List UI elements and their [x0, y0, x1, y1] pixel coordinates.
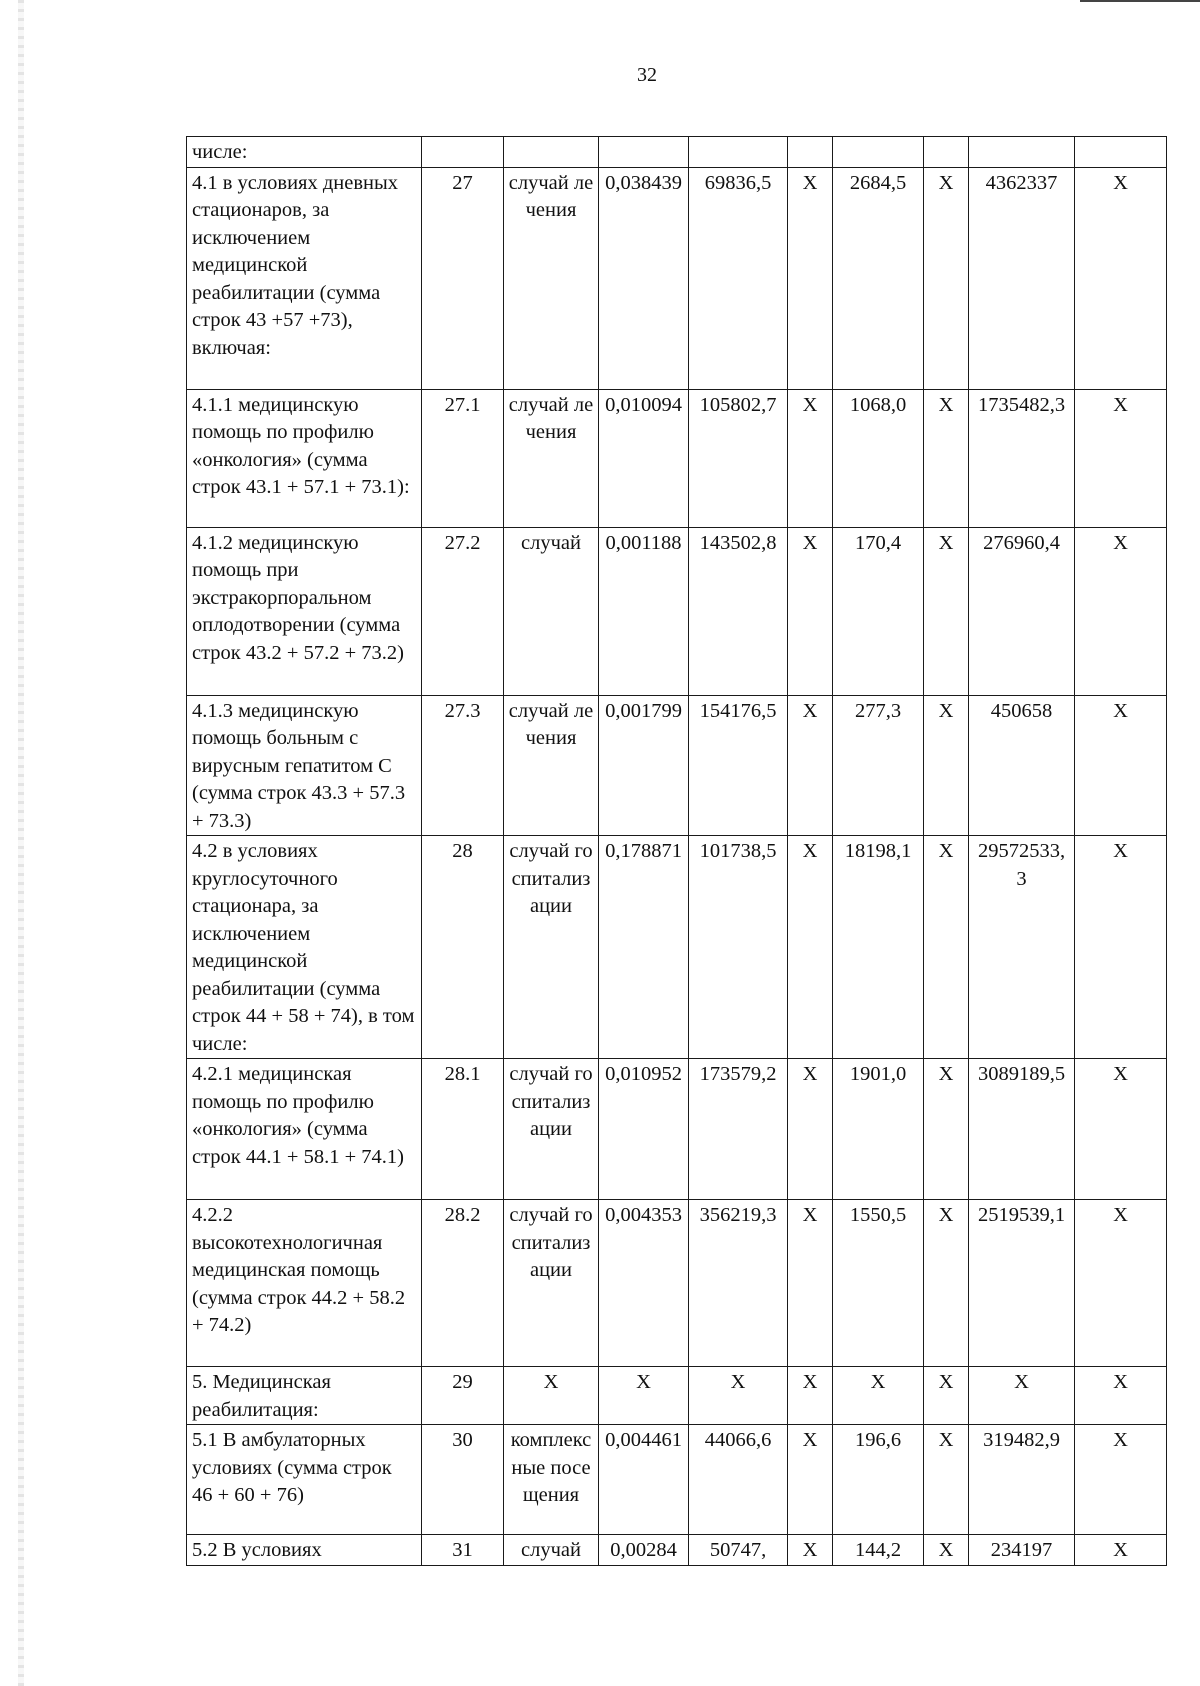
row-col10-cell: X — [1075, 1059, 1167, 1200]
row-col6-cell: X — [788, 695, 833, 836]
table-row — [187, 389, 1167, 527]
table-row — [187, 695, 1167, 836]
row-code-cell: 27.3 — [422, 695, 504, 836]
table-row — [187, 836, 1167, 1059]
row-unit-cell — [504, 137, 599, 168]
row-norm-cell: 0,038439 — [599, 167, 689, 389]
row-code-cell: 30 — [422, 1425, 504, 1535]
row-cost-cell: 143502,8 — [689, 527, 788, 695]
row-col9-cell: 276960,4 — [969, 527, 1075, 695]
row-col6-cell: X — [788, 1367, 833, 1425]
row-col7-cell: 2684,5 — [833, 167, 924, 389]
row-norm-cell: 0,001188 — [599, 527, 689, 695]
row-name-cell: 4.2.2 высокотехнологичная медицинская помощь (сумма строк 44.2 + 58.2 + 74.2) — [187, 1200, 422, 1367]
row-cost-cell: X — [689, 1367, 788, 1425]
row-norm-cell: 0,004353 — [599, 1200, 689, 1367]
row-unit-cell: случай лечения — [504, 695, 599, 836]
row-col10-cell — [1075, 137, 1167, 168]
row-cost-cell: 356219,3 — [689, 1200, 788, 1367]
table-row — [187, 527, 1167, 695]
row-col10-cell: X — [1075, 695, 1167, 836]
row-col8-cell: X — [924, 1059, 969, 1200]
row-name-cell: 4.1.1 медицинскую помощь по профилю «онкология» (сумма строк 43.1 + 57.1 + 73.1): — [187, 389, 422, 527]
row-norm-cell: 0,010952 — [599, 1059, 689, 1200]
row-col6-cell: X — [788, 1200, 833, 1367]
row-col8-cell — [924, 137, 969, 168]
row-col9-cell: 234197 — [969, 1535, 1075, 1566]
table-row — [187, 167, 1167, 389]
row-col9-cell: 3089189,5 — [969, 1059, 1075, 1200]
row-name-cell: 4.1.2 медицинскую помощь при экстракорпоральном оплодотворении (сумма строк 43.2 + 57.2 + 73.2) — [187, 527, 422, 695]
table-row — [187, 1200, 1167, 1367]
row-norm-cell: 0,00284 — [599, 1535, 689, 1566]
row-col9-cell: 4362337 — [969, 167, 1075, 389]
row-col7-cell: 170,4 — [833, 527, 924, 695]
row-col10-cell: X — [1075, 1425, 1167, 1535]
row-cost-cell: 44066,6 — [689, 1425, 788, 1535]
row-cost-cell: 154176,5 — [689, 695, 788, 836]
row-name-cell: 5. Медицинская реабилитация: — [187, 1367, 422, 1425]
row-cost-cell — [689, 137, 788, 168]
row-col6-cell — [788, 137, 833, 168]
row-name-cell: 4.2 в условиях круглосуточного стационара, за исключением медицинской реабилитации (сумма строк 44 + 58 + 74), в том числе: — [187, 836, 422, 1059]
table-row — [187, 1059, 1167, 1200]
page-number: 32 — [637, 64, 657, 86]
row-col10-cell: X — [1075, 836, 1167, 1059]
row-name-cell: 5.1 В амбулаторных условиях (сумма строк 46 + 60 + 76) — [187, 1425, 422, 1535]
row-norm-cell: 0,004461 — [599, 1425, 689, 1535]
row-col8-cell: X — [924, 527, 969, 695]
row-col6-cell: X — [788, 527, 833, 695]
row-code-cell: 27.1 — [422, 389, 504, 527]
row-col6-cell: X — [788, 836, 833, 1059]
row-col8-cell: X — [924, 167, 969, 389]
row-col9-cell: 450658 — [969, 695, 1075, 836]
row-col7-cell: 1901,0 — [833, 1059, 924, 1200]
row-code-cell: 28.2 — [422, 1200, 504, 1367]
row-name-cell: 4.1.3 медицинскую помощь больным с вирусным гепатитом С (сумма строк 43.3 + 57.3 + 73.3) — [187, 695, 422, 836]
data-table — [186, 136, 1167, 1566]
row-unit-cell: случай госпитализации — [504, 1059, 599, 1200]
row-col7-cell: 1550,5 — [833, 1200, 924, 1367]
row-cost-cell: 69836,5 — [689, 167, 788, 389]
row-col10-cell: X — [1075, 1535, 1167, 1566]
row-name-cell: 5.2 В условиях — [187, 1535, 422, 1566]
row-col6-cell: X — [788, 167, 833, 389]
row-col9-cell — [969, 137, 1075, 168]
row-name-cell: 4.1 в условиях дневных стационаров, за исключением медицинской реабилитации (сумма строк 43 +57 +73), включая: — [187, 167, 422, 389]
row-col9-cell: 29572533,3 — [969, 836, 1075, 1059]
row-norm-cell: 0,001799 — [599, 695, 689, 836]
row-unit-cell: комплексные посещения — [504, 1425, 599, 1535]
row-col7-cell: 18198,1 — [833, 836, 924, 1059]
row-col6-cell: X — [788, 1059, 833, 1200]
row-code-cell: 28 — [422, 836, 504, 1059]
row-col10-cell: X — [1075, 167, 1167, 389]
row-col7-cell: 144,2 — [833, 1535, 924, 1566]
row-code-cell: 29 — [422, 1367, 504, 1425]
row-col9-cell: 1735482,3 — [969, 389, 1075, 527]
row-col7-cell: 277,3 — [833, 695, 924, 836]
row-col10-cell: X — [1075, 1367, 1167, 1425]
row-norm-cell: 0,178871 — [599, 836, 689, 1059]
row-col9-cell: 2519539,1 — [969, 1200, 1075, 1367]
row-name-cell: 4.2.1 медицинская помощь по профилю «онкология» (сумма строк 44.1 + 58.1 + 74.1) — [187, 1059, 422, 1200]
row-norm-cell — [599, 137, 689, 168]
row-norm-cell: 0,010094 — [599, 389, 689, 527]
row-cost-cell: 105802,7 — [689, 389, 788, 527]
row-col7-cell: X — [833, 1367, 924, 1425]
row-code-cell: 28.1 — [422, 1059, 504, 1200]
row-unit-cell: случай госпитализации — [504, 836, 599, 1059]
row-col10-cell: X — [1075, 527, 1167, 695]
row-unit-cell: случай лечения — [504, 389, 599, 527]
row-col10-cell: X — [1075, 1200, 1167, 1367]
row-code-cell: 27.2 — [422, 527, 504, 695]
row-col6-cell: X — [788, 1535, 833, 1566]
row-unit-cell: случай — [504, 1535, 599, 1566]
table-row — [187, 1367, 1167, 1425]
row-col7-cell — [833, 137, 924, 168]
row-col8-cell: X — [924, 1200, 969, 1367]
row-col6-cell: X — [788, 389, 833, 527]
row-code-cell — [422, 137, 504, 168]
table-row — [187, 1425, 1167, 1535]
table-row — [187, 1535, 1167, 1566]
row-col8-cell: X — [924, 389, 969, 527]
row-cost-cell: 50747, — [689, 1535, 788, 1566]
row-col9-cell: X — [969, 1367, 1075, 1425]
row-code-cell: 27 — [422, 167, 504, 389]
scan-edge-artifact — [18, 0, 24, 1686]
row-col8-cell: X — [924, 1535, 969, 1566]
row-col8-cell: X — [924, 1425, 969, 1535]
row-unit-cell: случай — [504, 527, 599, 695]
row-col7-cell: 1068,0 — [833, 389, 924, 527]
row-col6-cell: X — [788, 1425, 833, 1535]
row-unit-cell: случай лечения — [504, 167, 599, 389]
table-row — [187, 137, 1167, 168]
row-name-cell: числе: — [187, 137, 422, 168]
row-col8-cell: X — [924, 836, 969, 1059]
row-unit-cell: X — [504, 1367, 599, 1425]
row-col7-cell: 196,6 — [833, 1425, 924, 1535]
row-unit-cell: случай госпитализации — [504, 1200, 599, 1367]
row-code-cell: 31 — [422, 1535, 504, 1566]
row-cost-cell: 173579,2 — [689, 1059, 788, 1200]
row-col9-cell: 319482,9 — [969, 1425, 1075, 1535]
row-norm-cell: X — [599, 1367, 689, 1425]
row-col10-cell: X — [1075, 389, 1167, 527]
scan-top-line — [1080, 0, 1200, 2]
row-col8-cell: X — [924, 695, 969, 836]
row-cost-cell: 101738,5 — [689, 836, 788, 1059]
row-col8-cell: X — [924, 1367, 969, 1425]
